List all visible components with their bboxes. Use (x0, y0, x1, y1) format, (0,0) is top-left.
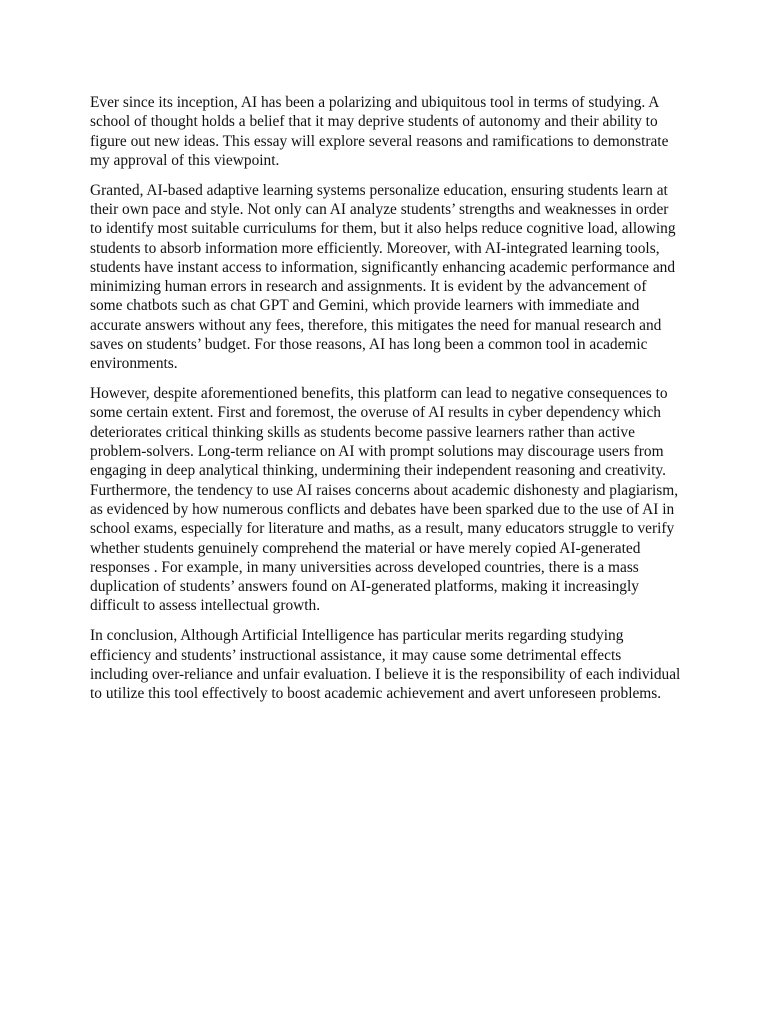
paragraph-conclusion: In conclusion, Although Artificial Intelligence has particular merits regarding studying efficiency and students’ instructional assistance, it may cause some detrimental effects including over-reliance and unfair evaluation. I believe it is the responsibility of each individual to utilize this tool effectively to boost academic achievement and avert unforeseen problems. (90, 627, 681, 703)
paragraph-drawbacks: However, despite aforementioned benefits, this platform can lead to negative consequences to some certain extent. First and foremost, the overuse of AI results in cyber dependency which deteriorates critical thinking skills as students become passive learners rather than active problem-solvers. Long-term reliance on AI with prompt solutions may discourage users from engaging in deep analytical thinking, undermining their independent reasoning and creativity. Furthermore, the tendency to use AI raises concerns about academic dishonesty and plagiarism, as evidenced by how numerous conflicts and debates have been sparked due to the use of AI in school exams, especially for literature and maths, as a result, many educators struggle to verify whether students genuinely comprehend the material or have merely copied AI-generated responses . For example, in many universities across developed countries, there is a mass duplication of students’ answers found on AI-generated platforms, making it increasingly difficult to assess intellectual growth. (90, 385, 679, 615)
essay-body (90, 93, 682, 714)
paragraph-introduction: Ever since its inception, AI has been a polarizing and ubiquitous tool in terms of studying. A school of thought holds a belief that it may deprive students of autonomy and their ability to figure out new ideas. This essay will explore several reasons and ramifications to demonstrate my approval of this viewpoint. (90, 94, 669, 169)
paragraph-benefits: Granted, AI-based adaptive learning systems personalize education, ensuring students learn at their own pace and style. Not only can AI analyze students’ strengths and weaknesses in order to identify most suitable curriculums for them, but it also helps reduce cognitive load, allowing students to absorb information more efficiently. Moreover, with AI-integrated learning tools, students have instant access to information, significantly enhancing academic performance and minimizing human errors in research and assignments. It is evident by the advancement of some chatbots such as chat GPT and Gemini, which provide learners with immediate and accurate answers without any fees, therefore, this mitigates the need for manual research and saves on students’ budget. For those reasons, AI has long been a common tool in academic environments. (90, 181, 676, 373)
